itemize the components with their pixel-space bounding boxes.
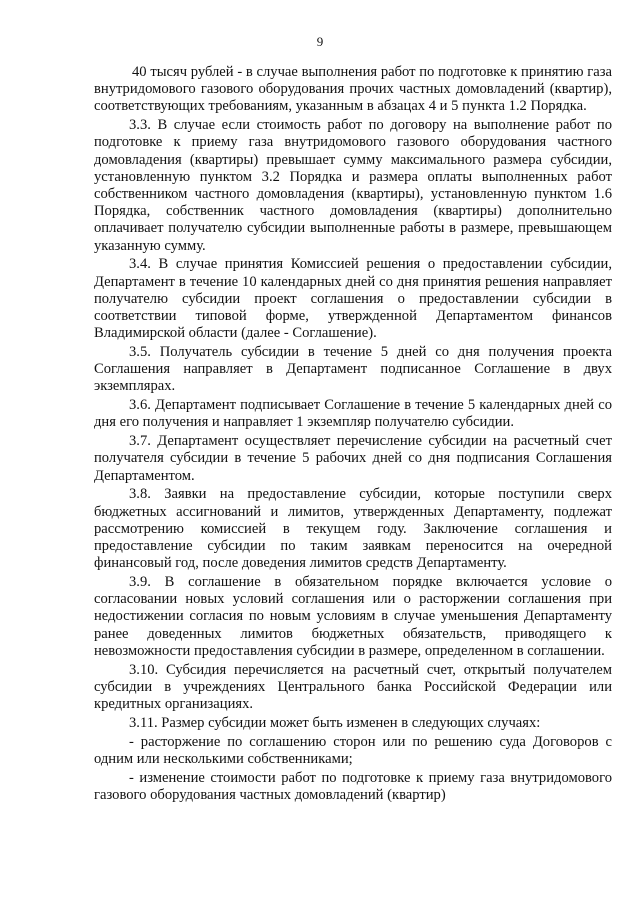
paragraph-3-10: 3.10. Субсидия перечисляется на расчетный счет, открытый получателем субсидии в учреждениях Центрального банка Российской Федерации или кредитных организациях. (94, 661, 612, 713)
paragraph-3-4: 3.4. В случае принятия Комиссией решения о предоставлении субсидии, Департамент в течение 10 календарных дней со дня принятия решения направляет получателю субсидии проект соглашения о предоставлении субсидии в соответствии типовой форме, утвержденной Департаментом финансов Владимирской области (далее - Соглашение). (94, 256, 612, 342)
paragraph-3-11: 3.11. Размер субсидии может быть изменен в следующих случаях: (129, 714, 541, 731)
paragraph-3-6: 3.6. Департамент подписывает Соглашение в течение 5 календарных дней со дня его получения и направляет 1 экземпляр получателю субсидии. (94, 397, 612, 431)
paragraph-subsidy-amount-other: 40 тысяч рублей - в случае выполнения работ по подготовке к принятию газа внутридомового газового оборудования прочих частных домовладений (квартир), соответствующих требованиям, указанным в абзацах 4 и 5 пункта 1.2 Порядка. (94, 64, 612, 115)
paragraph-3-9: 3.9. В соглашение в обязательном порядке включается условие о согласовании новых условий соглашения или о расторжении соглашения при недостижении согласия по новым условиям в случае уменьшения Департаменту ранее доведенных лимитов бюджетных обязательств, приводящего к невозможности предоставления субсидии в размере, определенном в соглашении. (94, 574, 612, 659)
list-item-cost-change: - изменение стоимости работ по подготовке к приему газа внутридомового газового оборудования частных домовладений (квартир) (94, 769, 612, 803)
paragraph-3-5: 3.5. Получатель субсидии в течение 5 дней со дня получения проекта Соглашения направляет в Департамент подписанное Соглашение в двух экземплярах. (94, 344, 612, 395)
list-item-termination: - расторжение по соглашению сторон или по решению суда Договоров с одним или несколькими собственниками; (94, 733, 612, 767)
paragraph-3-3: 3.3. В случае если стоимость работ по договору на выполнение работ по подготовке к приему газа внутридомового газового оборудования частного домовладения (квартиры) превышает сумму максимального размера субсидии, установленную пунктом 3.2 Порядка и размера оплаты выполненных работ собственником частного домовладения (квартиры), установленную пунктом 1.6 Порядка, собственник частного домовладения (квартиры) дополнительно оплачивает получателю субсидии выполненные работы в размере, превышающем указанную сумму. (94, 117, 612, 254)
paragraph-3-8: 3.8. Заявки на предоставление субсидии, которые поступили сверх бюджетных ассигнований и лимитов, утвержденных Департаменту, подлежат рассмотрению комиссией в текущем году. Заключение соглашения и предоставление субсидии по таким заявкам переносится на очередной финансовый год, после доведения лимитов средств Департаменту. (94, 486, 612, 572)
page-number: 9 (316, 34, 324, 49)
document-body (94, 64, 612, 806)
paragraph-3-7: 3.7. Департамент осуществляет перечисление субсидии на расчетный счет получателя субсидии в течение 5 рабочих дней со дня подписания Соглашения Департаментом. (94, 433, 612, 484)
